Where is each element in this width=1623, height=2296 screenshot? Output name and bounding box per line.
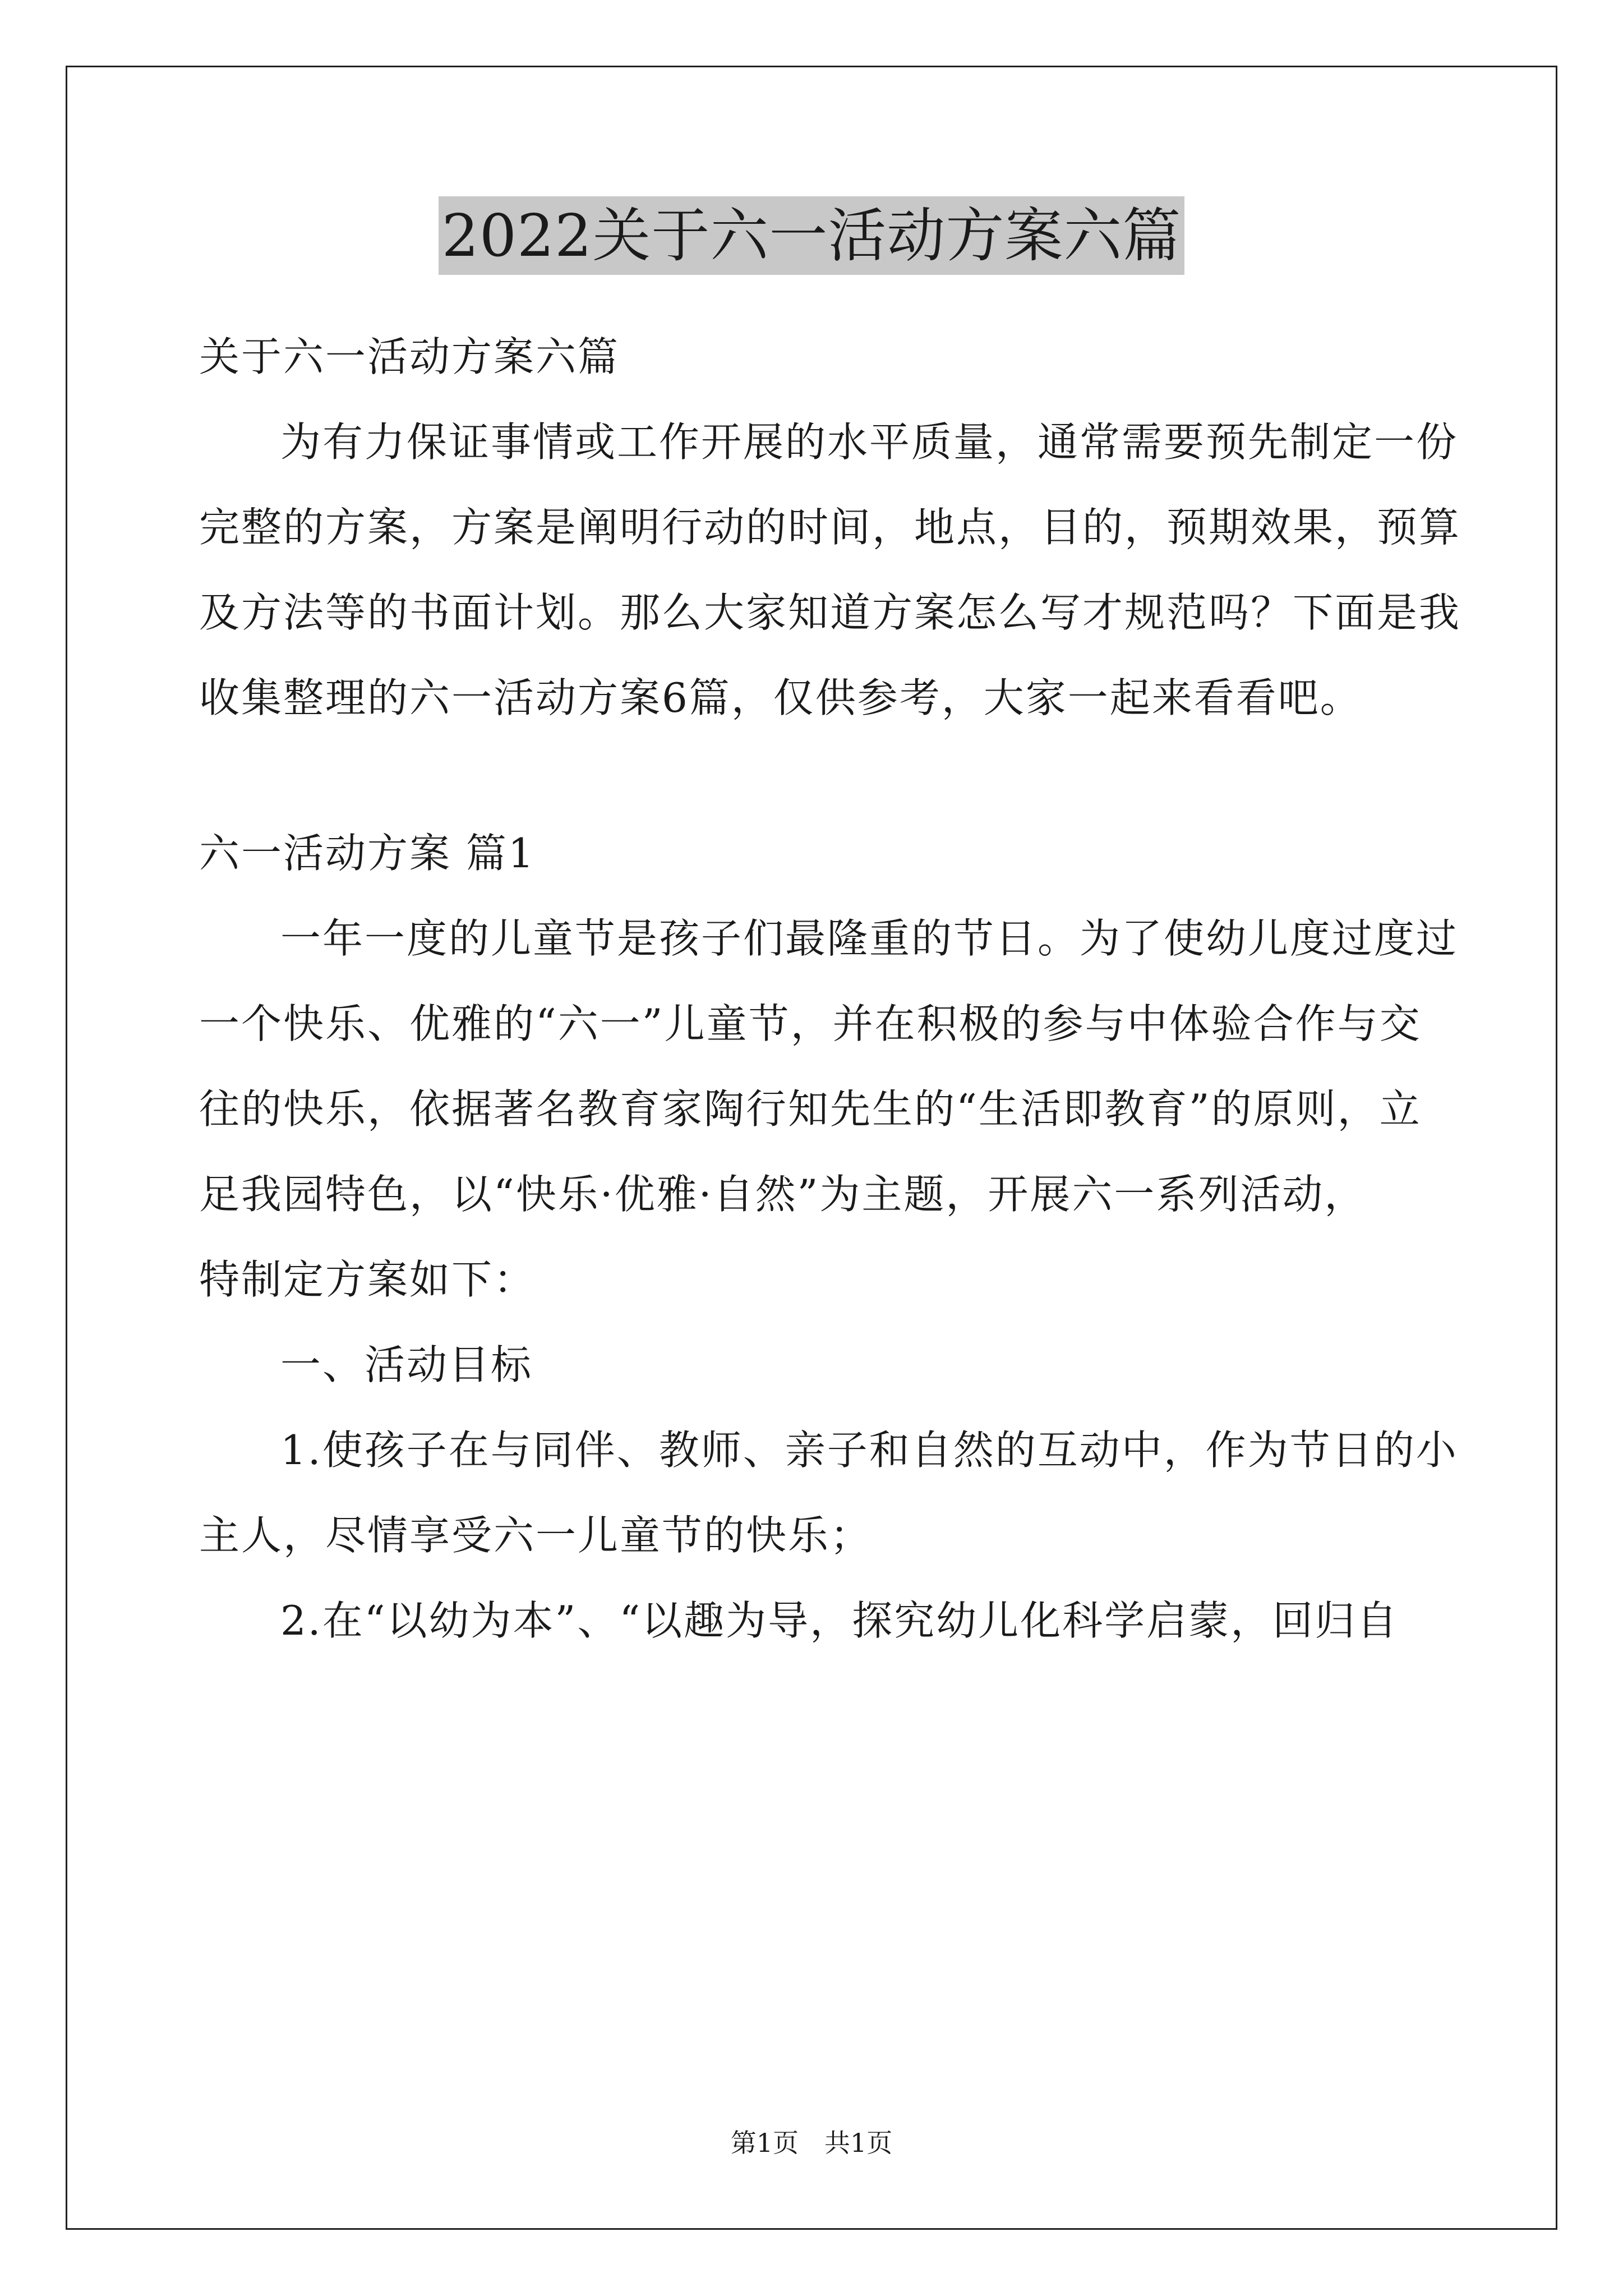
page-footer: 第1页 共1页 (730, 2128, 893, 2158)
paragraph-gap (199, 740, 1433, 811)
goal-1-line: 主人，尽情享受六一儿童节的快乐； (199, 1512, 873, 1559)
intro-line: 及方法等的书面计划。那么大家知道方案怎么写才规范吗？下面是我 (199, 589, 1461, 636)
section-line: 特制定方案如下： (199, 1256, 536, 1303)
goal-1-line: 1.使孩子在与同伴、教师、亲子和自然的互动中，作为节日的小 (280, 1427, 1458, 1474)
subtitle: 关于六一活动方案六篇 (199, 333, 620, 380)
intro-line: 为有力保证事情或工作开展的水平质量，通常需要预先制定一份 (280, 418, 1459, 466)
intro-line: 完整的方案，方案是阐明行动的时间，地点，目的，预期效果，预算 (199, 504, 1461, 551)
section-line: 一年一度的儿童节是孩子们最隆重的节日。为了使幼儿度过度过 (280, 915, 1459, 962)
document-title: 2022关于六一活动方案六篇 (439, 196, 1185, 275)
section-line: 足我园特色，以“快乐·优雅·自然”为主题，开展六一系列活动， (199, 1171, 1367, 1218)
intro-line: 收集整理的六一活动方案6篇，仅供参考，大家一起来看看吧。 (199, 674, 1362, 721)
title-block (0, 196, 1623, 275)
goal-2-line: 2.在“以幼为本”、“以趣为导，探究幼儿化科学启蒙，回归自 (280, 1597, 1399, 1644)
goal-heading: 一、活动目标 (280, 1341, 533, 1388)
document-body (199, 314, 1461, 1663)
section-line: 一个快乐、优雅的“六一”儿童节，并在积极的参与中体验合作与交 (199, 1000, 1422, 1047)
section-line: 往的快乐，依据著名教育家陶行知先生的“生活即教育”的原则，立 (199, 1085, 1422, 1133)
section-heading: 六一活动方案 篇1 (199, 830, 536, 877)
